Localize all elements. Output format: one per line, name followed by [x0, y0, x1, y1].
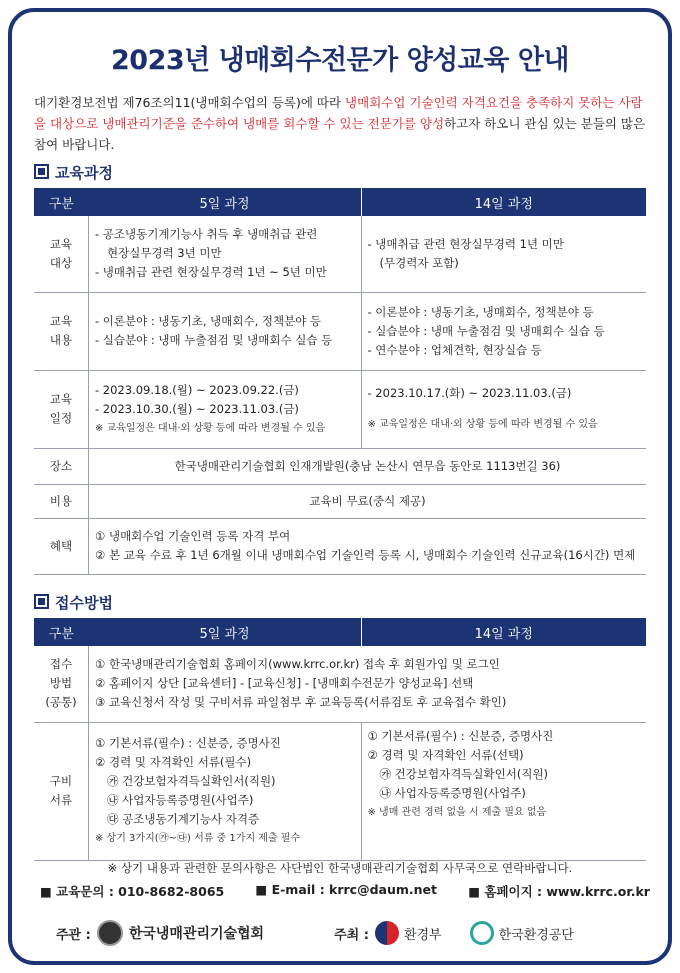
schedule-5day: - 2023.09.18.(월) ~ 2023.09.22.(금) - 2023.10.30.(월) ~ 2023.11.03.(금) ※ 교육일정은 대내·외 상황 등에 따라 변경될 수 있음	[89, 370, 362, 448]
sponsor-ministry: 환경부	[403, 927, 442, 943]
table-row	[34, 484, 646, 518]
place-label: 장소	[34, 448, 89, 484]
target-14day: - 냉매취급 관련 현장실무경력 1년 미만 (무경력자 포함)	[361, 216, 646, 292]
table-row	[34, 646, 646, 722]
method-label: 접수 방법 (공통)	[34, 646, 89, 722]
intro-part2: 하고자 하오니 관심 있는 분들의 많은 참여 바랍니다.	[34, 116, 646, 152]
docs-5day: ① 기본서류(필수) : 신분증, 증명사진 ② 경력 및 자격확인 서류(필수) ㉮ 건강보험자격득실확인서(직원) ㉯ 사업자등록증명원(사업주) ㉰ 공조냉동기계기능사 자격증 ※ 상기 3가지(㉮~㉰) 서류 중 1가지 제출 필수	[89, 722, 362, 860]
square-icon	[34, 164, 49, 179]
row-label-content: 교육 내용	[34, 292, 89, 370]
row-label-target: 교육 대상	[34, 216, 89, 292]
apply-table	[34, 618, 646, 861]
keco-logo-icon	[470, 921, 494, 945]
col-label-header: 구분	[34, 188, 89, 216]
col-5day-header: 5일 과정	[89, 188, 362, 216]
col-14day-header: 14일 과정	[361, 618, 646, 646]
intro-part1: 대기환경보전법 제76조의11(냉매회수업의 등록)에 따라	[34, 95, 346, 110]
square-icon	[34, 594, 49, 609]
cost-value: 교육비 무료(중식 제공)	[89, 484, 647, 518]
docs-label: 구비 서류	[34, 722, 89, 860]
target-5day: - 공조냉동기계기능사 취득 후 냉매취급 관련 현장실무경력 3년 미만 - 냉매취급 관련 현장실무경력 1년 ~ 5년 미만	[89, 216, 362, 292]
section-heading-course: 교육과정	[34, 162, 113, 183]
table-row	[34, 722, 646, 860]
contact-web[interactable]: ■ 홈페이지 : www.krrc.or.kr	[468, 884, 650, 899]
footnote: ※ 상기 내용과 관련한 문의사항은 사단법인 한국냉매관리기술협회 사무국으로 연락바랍니다.	[107, 861, 573, 875]
table-row	[34, 216, 646, 292]
sponsor-label: 주최 :	[334, 927, 369, 943]
row-label-schedule: 교육 일정	[34, 370, 89, 448]
col-14day-header: 14일 과정	[361, 188, 646, 216]
content-5day: - 이론분야 : 냉동기초, 냉매회수, 정책분야 등 - 실습분야 : 냉매 누출점검 및 냉매회수 실습 등	[89, 292, 362, 370]
table-row	[34, 292, 646, 370]
course-table	[34, 188, 646, 575]
host-name: 한국냉매관리기술협회	[128, 926, 265, 942]
docs-14day: ① 기본서류(필수) : 신분증, 증명사진 ② 경력 및 자격확인 서류(선택) ㉮ 건강보험자격득실확인서(직원) ㉯ 사업자등록증명원(사업주) ※ 냉매 관련 경력 없을 시 제출 필요 없음	[361, 722, 646, 860]
section-heading-apply: 접수방법	[34, 592, 113, 613]
benefit-label: 혜택	[34, 518, 89, 574]
contact-phone: ■ 교육문의 : 010-8682-8065	[40, 884, 225, 899]
sponsor-keco: 한국환경공단	[498, 927, 574, 943]
host-label: 주관 :	[56, 927, 91, 943]
col-label-header: 구분	[34, 618, 89, 646]
intro-highlight: 냉매회수업 기술인력 자격요건을 충족하지 못하는 사람을 대상으로 냉매관리기준을 준수하여 냉매를 회수할 수 있는 전문가를 양성	[34, 95, 643, 131]
place-value: 한국냉매관리기술협회 인재개발원(충남 논산시 연무읍 동안로 1113번길 36)	[89, 448, 647, 484]
content-14day: - 이론분야 : 냉동기초, 냉매회수, 정책분야 등 - 실습분야 : 냉매 누출점검 및 냉매회수 실습 등 - 연수분야 : 업체견학, 현장실습 등	[361, 292, 646, 370]
method-value: ① 한국냉매관리기술협회 홈페이지(www.krrc.or.kr) 접속 후 회원가입 및 로그인 ② 홈페이지 상단 [교육센터] - [교육신청] - [냉매회수전문가 양성교육] 선택 ③ 교육신청서 작성 및 구비서류 파일첨부 후 교육등록(서류검토 후 교육접수 확인)	[89, 646, 647, 722]
ministry-logo-icon	[375, 921, 399, 945]
cost-label: 비용	[34, 484, 89, 518]
col-5day-header: 5일 과정	[89, 618, 362, 646]
table-row	[34, 370, 646, 448]
schedule-14day: - 2023.10.17.(화) ~ 2023.11.03.(금) ※ 교육일정은 대내·외 상황 등에 따라 변경될 수 있음	[361, 370, 646, 448]
contact-email[interactable]: ■ E-mail : krrc@daum.net	[255, 882, 438, 897]
contact-info	[40, 882, 650, 900]
krrc-logo-icon	[97, 920, 123, 946]
table-row	[34, 448, 646, 484]
benefit-value: ① 냉매회수업 기술인력 등록 자격 부여 ② 본 교육 수료 후 1년 6개월 이내 냉매회수업 기술인력 등록 시, 냉매회수 기술인력 신규교육(16시간) 면제	[89, 518, 647, 574]
page-title: 2023년 냉매회수전문가 양성교육 안내	[111, 45, 569, 76]
intro-text	[34, 92, 650, 155]
organizers	[56, 920, 636, 946]
table-row	[34, 518, 646, 574]
